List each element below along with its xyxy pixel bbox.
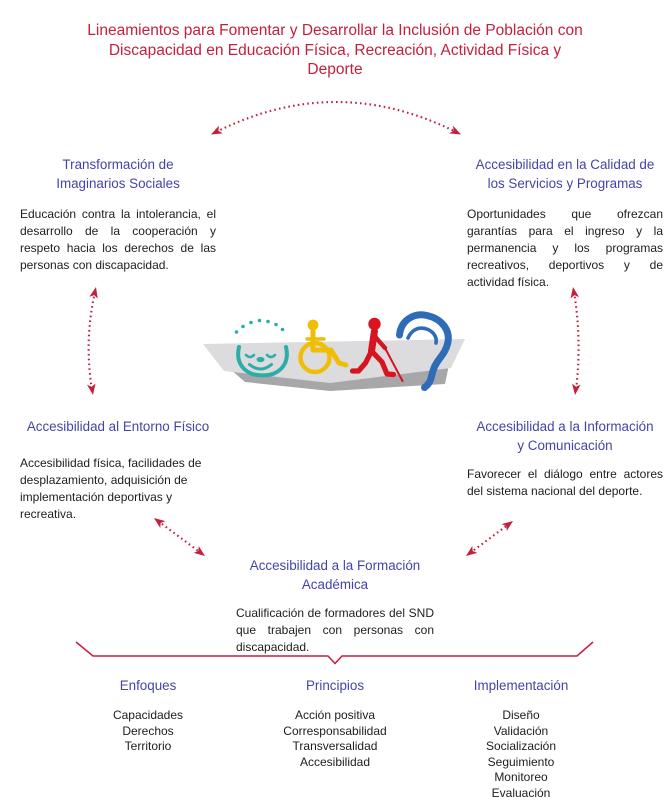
back-leg [353,351,372,371]
column-items [63,708,233,755]
head [368,318,380,330]
list-item: Capacidades [112,708,184,722]
blind-person-cane-icon [353,318,403,381]
nose [257,357,265,362]
arrow-left-vertical [89,292,95,390]
head [308,320,319,331]
node-entorno-fisico [20,417,216,523]
list-item: Accesibilidad [299,754,371,769]
arrowhead [194,546,208,559]
hearing-ear-icon [400,315,449,388]
list-item: Transversalidad [292,739,378,753]
arrow-right-diagonal [470,524,509,553]
ear-outline [400,315,449,388]
arrowhead [209,126,223,139]
list-item: Validación [493,723,549,738]
node-calidad-servicios [467,155,663,291]
cognitive-disability-face-icon [235,319,287,376]
wheelchair-user-icon [301,320,347,372]
list-item: Evaluación [491,785,551,800]
list-item: Derechos [122,723,174,738]
ear-inner-curve [408,328,436,343]
column-heading: Enfoques [119,678,177,693]
eyes [246,355,275,357]
page-title: Lineamientos para Fomentar y Desarrollar la Inclusión de Población con Discapacidad en Educación Física, Recreación, Actividad Física y Deporte [87,22,583,78]
arrowhead [89,286,100,299]
arm [375,336,386,348]
platform [203,339,465,383]
node-body: Cualificación de formadores del SND que trabajen con personas con discapacidad. [236,606,434,654]
column-heading: Implementación [473,678,569,693]
node-heading: Transformación de Imaginarios Sociales [56,157,180,191]
front-leg [372,351,394,375]
node-heading: Accesibilidad al Entorno Físico [26,419,210,434]
list-item: Seguimiento [487,754,555,769]
column-items [436,708,606,800]
platform-shadow [230,360,450,391]
arrow-right-vertical [574,292,579,390]
node-body: Educación contra la intolerancia, el desarrollo de la cooperación y respeto hacia los derechos de las personas con discapacidad. [20,207,216,272]
arrowhead [87,383,97,395]
arrowhead [449,126,463,139]
node-heading: Accesibilidad a la Formación Académica [249,558,421,592]
node-transformacion-imaginarios [20,155,216,274]
smile [250,365,272,370]
list-item: Monitoreo [494,770,548,784]
arrowhead [463,546,477,559]
node-body: Favorecer el diálogo entre actores del sistema nacional del deporte. [467,467,663,498]
list-item: Diseño [502,708,540,722]
node-body: Accesibilidad física, facilidades de desplazamiento, adquisición de implementación deportivas y recreativa. [20,456,202,521]
column-heading: Principios [305,678,365,693]
node-formacion-academica [236,556,434,656]
column-implementacion [436,676,606,800]
column-principios [250,676,420,770]
arrow-left-diagonal [158,521,201,553]
wheel [301,343,330,372]
arrow-top-arc [216,102,456,132]
thought-dots [235,319,285,334]
cane [385,348,403,381]
arrowhead [571,384,581,396]
list-item: Acción positiva [294,708,376,722]
node-heading: Accesibilidad a la Información y Comunicación [476,419,654,453]
face-outline [238,347,287,375]
arrowhead [502,518,516,531]
inclusion-icons-graphic [203,315,465,391]
torso [372,331,375,351]
body-seat-leg [313,331,346,365]
column-enfoques [63,676,233,755]
node-heading: Accesibilidad en la Calidad de los Servicios y Programas [475,157,655,191]
node-informacion-comunicacion [467,417,663,500]
list-item: Territorio [124,739,172,753]
node-body: Oportunidades que ofrezcan garantías para el ingreso y la permanencia y los programas recreativos, deportivos y de actividad física. [467,207,663,289]
column-items [250,708,420,770]
list-item: Corresponsabilidad [283,723,387,738]
list-item: Socialización [485,739,557,753]
